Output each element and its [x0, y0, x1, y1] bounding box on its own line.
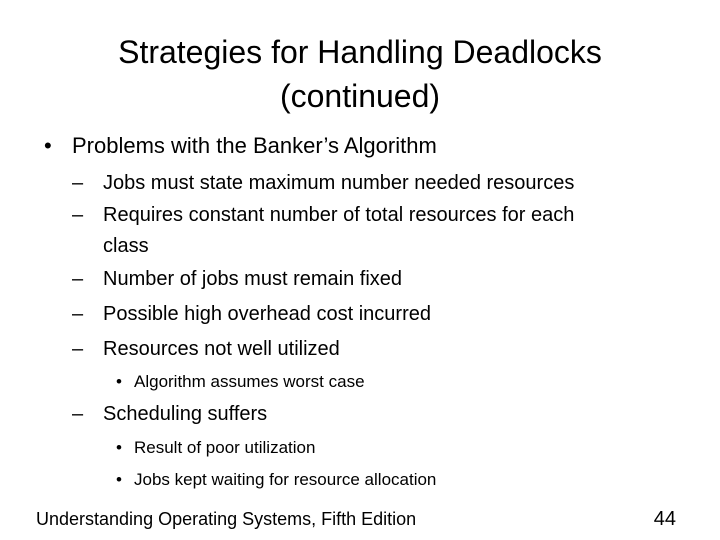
sub-item-text: Requires constant number of total resources for each: [103, 204, 575, 226]
sub-item-text: Resources not well utilized: [103, 338, 340, 360]
footer-book-title: Understanding Operating Systems, Fifth Edition: [36, 509, 417, 529]
slide-title: [40, 30, 680, 118]
bullet-icon: •: [116, 438, 122, 457]
page-number: 44: [653, 508, 676, 530]
sub-sub-item-text: Jobs kept waiting for resource allocation: [134, 470, 437, 489]
dash-icon: –: [72, 338, 84, 360]
sub-sub-item-text: Algorithm assumes worst case: [134, 372, 365, 391]
sub-item-text-continued: class: [103, 235, 149, 257]
title-line-1: Strategies for Handling Deadlocks: [118, 34, 602, 70]
dash-icon: –: [72, 204, 84, 226]
sub-item-text: Scheduling suffers: [103, 403, 268, 425]
sub-item-text: Number of jobs must remain fixed: [103, 268, 403, 290]
sub-sub-item-text: Result of poor utilization: [134, 438, 316, 457]
sub-item-text: Possible high overhead cost incurred: [103, 303, 431, 325]
dash-icon: –: [72, 172, 84, 194]
dash-icon: –: [72, 403, 84, 425]
main-bullet-text: Problems with the Banker’s Algorithm: [72, 133, 437, 158]
bullet-icon: •: [116, 470, 122, 489]
sub-item-text: Jobs must state maximum number needed resources: [103, 172, 575, 194]
title-line-2: (continued): [279, 78, 441, 114]
dash-icon: –: [72, 268, 84, 290]
bullet-icon: •: [44, 133, 52, 158]
bullet-icon: •: [116, 372, 122, 391]
dash-icon: –: [72, 303, 84, 325]
